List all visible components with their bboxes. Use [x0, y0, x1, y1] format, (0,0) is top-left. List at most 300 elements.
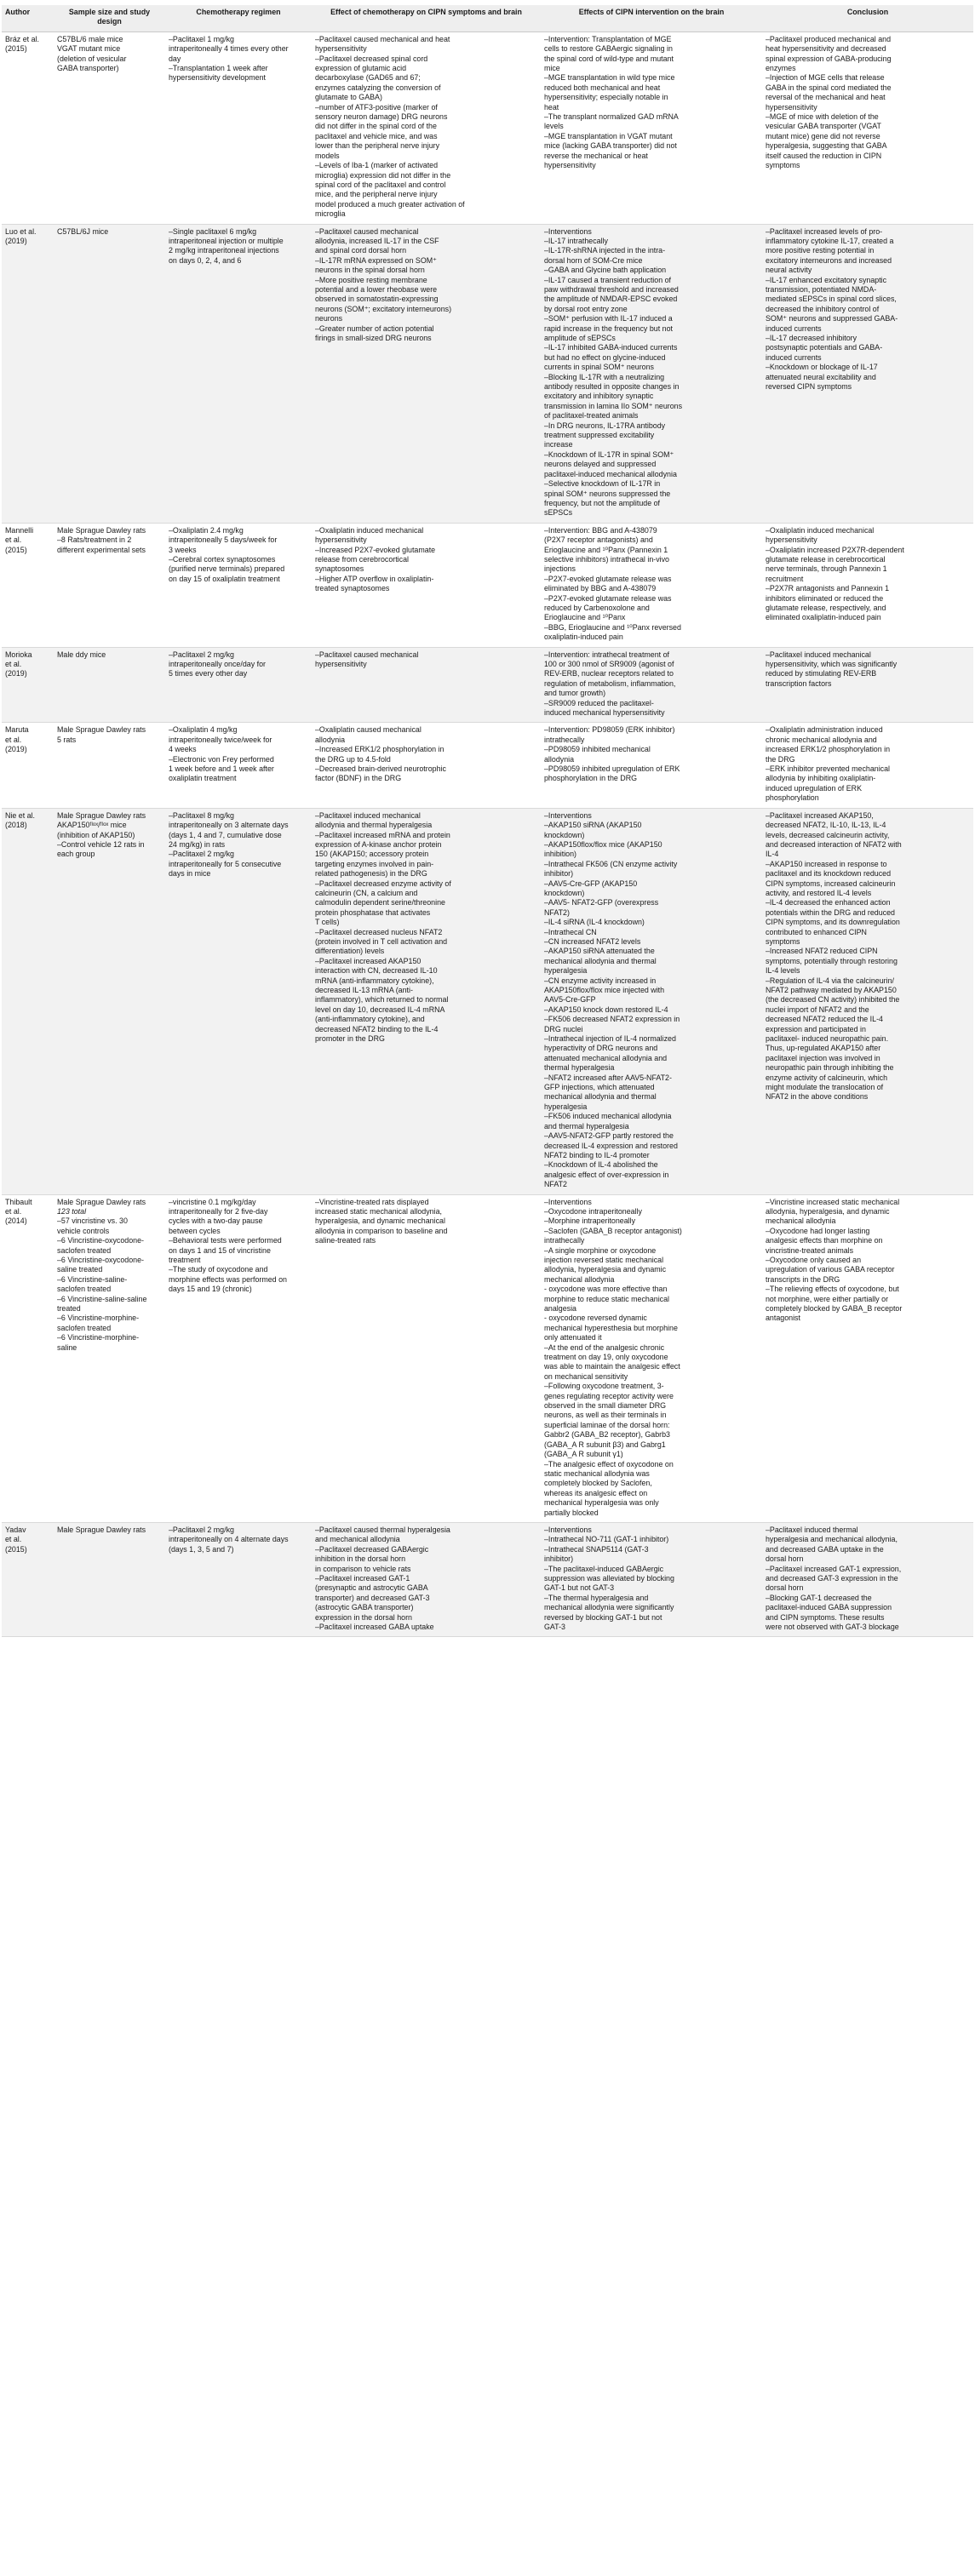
regimen-line: –Single paclitaxel 6 mg/kg	[169, 226, 257, 236]
design-line: –6 Vincristine-saline-saline	[57, 1294, 147, 1303]
regimen-line: –Electronic von Frey performed	[169, 754, 274, 764]
conclusion-line: SOM⁺ neurons and suppressed GABA-	[766, 314, 898, 323]
effect-line: –Paclitaxel increased GABA uptake	[315, 1623, 434, 1631]
cell-author	[2, 1522, 54, 1636]
regimen-line: on day 15 of oxaliplatin treatment	[169, 574, 280, 583]
regimen-line: –Paclitaxel 2 mg/kg	[169, 850, 234, 859]
intervention-line: –The thermal hyperalgesia and	[544, 1593, 649, 1602]
conclusion-line: nuclei import of NFAT2 and the	[766, 1005, 869, 1014]
conclusion-line: glutamate release, respectively, and	[766, 603, 886, 612]
intervention-line: the amplitude of NMDAR-EPSC evoked	[544, 295, 678, 304]
table-row	[2, 224, 973, 523]
intervention-line: heat	[544, 102, 559, 112]
cell-regimen	[165, 523, 312, 647]
design-line: –6 Vincristine-oxycodone-	[57, 1236, 144, 1245]
table-row	[2, 723, 973, 808]
intervention-line: –Intervention: PD98059 (ERK inhibitor)	[544, 725, 675, 735]
conclusion-line: hyperalgesia and mechanical allodynia,	[766, 1535, 898, 1544]
conclusion-line: paclitaxel-induced GABA suppression	[766, 1603, 892, 1612]
intervention-line: hyperactivity of DRG neurons and	[544, 1044, 658, 1053]
table-row	[2, 647, 973, 723]
conclusion-line: increased ERK1/2 phosphorylation in	[766, 745, 891, 754]
intervention-line: decreased IL-4 expression and restored	[544, 1141, 678, 1150]
regimen-line: –Paclitaxel 2 mg/kg	[169, 650, 234, 659]
effect-line: –Paclitaxel decreased GABAergic	[315, 1544, 429, 1554]
conclusion-line: vesicular GABA transporter (VGAT	[766, 122, 881, 131]
intervention-line: hyperalgesia	[544, 1102, 588, 1111]
author-line: (2019)	[5, 236, 27, 245]
regimen-line: intraperitoneally on 3 alternate days	[169, 821, 289, 830]
effect-line: (protein involved in T cell activation and	[315, 936, 448, 946]
cell-conclusion	[762, 1194, 973, 1522]
design-line: different experimental sets	[57, 545, 146, 554]
regimen-line: –Transplantation 1 week after	[169, 64, 268, 73]
effect-line: in comparison to vehicle rats	[315, 1564, 411, 1573]
intervention-line: Erioglaucine and ¹⁰Panx (Pannexin 1	[544, 545, 668, 554]
regimen-line: intraperitoneally for 5 consecutive	[169, 859, 282, 868]
intervention-line: –Intrathecal CN	[544, 927, 597, 936]
conclusion-line: symptoms	[766, 936, 800, 946]
conclusion-line: –Paclitaxel increased AKAP150,	[766, 810, 874, 820]
col-header-effect: Effect of chemotherapy on CIPN symptoms and brain	[312, 5, 541, 31]
design-line: Male Sprague Dawley rats	[57, 725, 146, 735]
intervention-line: (GABA_A R subunit β3) and Gabrg1	[544, 1440, 666, 1449]
conclusion-line: –IL-17 decreased inhibitory	[766, 334, 857, 342]
effect-line: –Levels of Iba-1 (marker of activated	[315, 161, 439, 170]
intervention-line: injection reversed static mechanical	[544, 1255, 664, 1264]
regimen-line: –Paclitaxel 1 mg/kg	[169, 34, 234, 43]
conclusion-line: hyperalgesia, suggesting that GABA	[766, 141, 887, 151]
cell-effect	[312, 808, 541, 1194]
intervention-line: injections	[544, 564, 576, 574]
design-line: –6 Vincristine-oxycodone-	[57, 1255, 144, 1264]
conclusion-line: analgesic effects than morphine on	[766, 1236, 883, 1245]
effect-line: –Paclitaxel increased mRNA and protein	[315, 830, 450, 839]
intervention-line: –Intrathecal NO-711 (GAT-1 inhibitor)	[544, 1535, 669, 1544]
intervention-line: partially blocked	[544, 1508, 599, 1517]
intervention-line: inhibitor)	[544, 1554, 574, 1564]
effect-line: –Increased P2X7-evoked glutamate	[315, 545, 436, 554]
intervention-line: mice	[544, 64, 560, 73]
effect-line: spinal cord of the paclitaxel and control	[315, 180, 446, 189]
effect-line: decreased IL-13 mRNA (anti-	[315, 986, 413, 994]
intervention-line: –P2X7-evoked glutamate release was	[544, 574, 672, 583]
intervention-line: induced mechanical hypersensitivity	[544, 708, 665, 718]
conclusion-line: might modulate the translocation of	[766, 1083, 884, 1092]
effect-line: hypersensitivity	[315, 660, 367, 668]
table-body	[2, 31, 973, 1637]
conclusion-line: –ERK inhibitor prevented mechanical	[766, 764, 891, 774]
conclusion-line: recruitment	[766, 574, 804, 583]
regimen-line: (days 1, 4 and 7, cumulative dose	[169, 830, 282, 839]
intervention-line: was able to maintain the analgesic effect	[544, 1362, 680, 1371]
effect-line: expression in the dorsal horn	[315, 1612, 412, 1622]
conclusion-line: –Paclitaxel induced mechanical	[766, 650, 871, 659]
author-line: Luo et al.	[5, 226, 37, 236]
effect-line: expression of A-kinase anchor protein	[315, 839, 442, 849]
regimen-line: intraperitoneally 4 times every other	[169, 44, 289, 54]
effect-line: factor (BDNF) in the DRG	[315, 774, 402, 783]
effect-line: (astrocytic GABA transporter)	[315, 1603, 414, 1612]
design-line: –8 Rats/treatment in 2	[57, 535, 132, 545]
intervention-line: –AKAP150 siRNA attenuated the	[544, 947, 655, 956]
effect-line: –Paclitaxel decreased nucleus NFAT2	[315, 927, 443, 936]
effect-line: observed in somatostatin-expressing	[315, 295, 439, 304]
conclusion-line: –Paclitaxel induced thermal	[766, 1525, 858, 1534]
regimen-line: intraperitoneally on 4 alternate days	[169, 1535, 289, 1544]
intervention-line: thermal hyperalgesia	[544, 1063, 615, 1073]
conclusion-line: –Knockdown or blockage of IL-17	[766, 363, 878, 372]
intervention-line: and thermal hyperalgesia	[544, 1121, 629, 1131]
intervention-line: attenuated mechanical allodynia and	[544, 1053, 668, 1062]
intervention-line: –Knockdown of IL-17R in spinal SOM⁺	[544, 449, 674, 459]
conclusion-line: induced currents	[766, 352, 822, 362]
conclusion-line: inflammatory cytokine IL-17, created a	[766, 236, 894, 245]
conclusion-line: and decreased GAT-3 expression in the	[766, 1573, 898, 1583]
effect-line: calmodulin dependent serine/threonine	[315, 898, 445, 907]
intervention-line: DRG nuclei	[544, 1024, 583, 1033]
effect-line: (anti-inflammatory cytokine), and	[315, 1015, 425, 1024]
col-header-author: Author	[2, 5, 54, 31]
regimen-line: –Behavioral tests were performed	[169, 1236, 282, 1245]
effect-line: synaptosomes	[315, 564, 364, 574]
effect-line: model produced a much greater activation of	[315, 199, 465, 209]
conclusion-line: neural activity	[766, 266, 812, 275]
conclusion-line: attenuated neural excitability and	[766, 372, 876, 381]
author-line: (2015)	[5, 44, 27, 54]
regimen-line: intraperitoneally 5 days/week for	[169, 535, 278, 545]
intervention-line: –Intervention: BBG and A-438079	[544, 525, 657, 535]
effect-line: saline-treated rats	[315, 1236, 376, 1245]
conclusion-line: –Paclitaxel increased levels of pro-	[766, 226, 883, 236]
intervention-line: selective inhibitors) intrathecal in-vivo	[544, 554, 669, 564]
effect-line: decreased NFAT2 binding to the IL-4	[315, 1024, 439, 1033]
regimen-line: 1 week before and 1 week after	[169, 764, 274, 774]
design-line: Male Sprague Dawley rats	[57, 1525, 146, 1534]
effect-line: –Oxaliplatin caused mechanical	[315, 725, 422, 735]
conclusion-line: and decreased interaction of NFAT2 with	[766, 839, 902, 849]
effect-line: –Increased ERK1/2 phosphorylation in	[315, 745, 444, 754]
intervention-line: –P2X7-evoked glutamate release was	[544, 593, 672, 603]
conclusion-line: allodynia, hyperalgesia, and dynamic	[766, 1206, 890, 1216]
col-header-regimen: Chemotherapy regimen	[165, 5, 312, 31]
intervention-line: (P2X7 receptor antagonists) and	[544, 535, 653, 545]
cell-author	[2, 523, 54, 647]
effect-line: –number of ATF3-positive (marker of	[315, 102, 438, 112]
intervention-line: hyperalgesia	[544, 966, 588, 976]
cell-intervention	[541, 647, 762, 723]
intervention-line: on mechanical sensitivity	[544, 1371, 628, 1381]
intervention-line: the spinal cord of wild-type and mutant	[544, 54, 674, 63]
regimen-line: intraperitoneally for 2 five-day	[169, 1206, 268, 1216]
intervention-line: –NFAT2 increased after AAV5-NFAT2-	[544, 1073, 672, 1082]
intervention-line: hypersensitivity	[544, 161, 596, 170]
cell-design	[54, 1522, 165, 1636]
intervention-line: mechanical hyperesthesia but morphine	[544, 1323, 678, 1332]
regimen-line: oxaliplatin treatment	[169, 774, 237, 783]
intervention-line: only attenuated it	[544, 1333, 602, 1342]
cell-author	[2, 723, 54, 808]
cell-regimen	[165, 31, 312, 224]
intervention-line: –At the end of the analgesic chronic	[544, 1342, 665, 1352]
cell-intervention	[541, 523, 762, 647]
conclusion-line: completely blocked by GABA_B receptor	[766, 1304, 903, 1313]
regimen-line: days 15 and 19 (chronic)	[169, 1285, 252, 1294]
regimen-line: 2 mg/kg intraperitoneal injections	[169, 246, 279, 255]
intervention-line: –In DRG neurons, IL-17RA antibody	[544, 421, 666, 430]
design-line: saline treated	[57, 1265, 103, 1274]
effect-line: and mechanical allodynia	[315, 1535, 400, 1544]
intervention-line: –BBG, Erioglaucine and ¹⁰Panx reversed	[544, 622, 681, 632]
design-line: (deletion of vesicular	[57, 54, 127, 63]
design-line: treated	[57, 1304, 81, 1313]
intervention-line: –AAV5- NFAT2-GFP (overexpress	[544, 898, 659, 907]
intervention-line: –FK506 induced mechanical allodynia	[544, 1112, 672, 1121]
intervention-line: observed in the small diameter DRG	[544, 1401, 667, 1411]
intervention-line: knockdown)	[544, 830, 585, 839]
intervention-line: static mechanical allodynia was	[544, 1468, 650, 1478]
effect-line: allodynia, increased IL-17 in the CSF	[315, 236, 439, 245]
conclusion-line: hypersensitivity	[766, 102, 817, 112]
cell-conclusion	[762, 523, 973, 647]
conclusion-line: –Increased NFAT2 reduced CIPN	[766, 947, 878, 956]
effect-line: –Paclitaxel increased GAT-1	[315, 1573, 410, 1583]
regimen-line: –The study of oxycodone and	[169, 1265, 268, 1274]
cell-design	[54, 808, 165, 1194]
effect-line: potential and a lower rheobase were	[315, 284, 438, 294]
intervention-line: but had no effect on glycine-induced	[544, 352, 666, 362]
author-line: (2015)	[5, 1544, 27, 1554]
author-line: Bráz et al.	[5, 34, 39, 43]
intervention-line: –CN increased NFAT2 levels	[544, 936, 641, 946]
conclusion-line: the DRG	[766, 754, 795, 764]
intervention-line: mechanical allodynia and thermal	[544, 1092, 657, 1102]
regimen-line: –Oxaliplatin 2.4 mg/kg	[169, 525, 244, 535]
author-line: (2015)	[5, 545, 27, 554]
conclusion-line: decreased NFAT2 reduced the IL-4	[766, 1015, 883, 1024]
conclusion-line: nerve terminals, through Pannexin 1	[766, 564, 887, 574]
conclusion-line: CIPN symptoms, increased calcineurin	[766, 879, 896, 888]
conclusion-line: vincristine-treated animals	[766, 1245, 854, 1255]
effect-line: –Paclitaxel decreased spinal cord	[315, 54, 428, 63]
intervention-line: –Oxycodone intraperitoneally	[544, 1206, 642, 1216]
intervention-line: phosphorylation in the DRG	[544, 774, 638, 783]
effect-line: T cells)	[315, 918, 340, 927]
effect-line: lower than the peripheral nerve injury	[315, 141, 440, 151]
intervention-line: NFAT2	[544, 1180, 567, 1189]
intervention-line: –IL-17 intrathecally	[544, 236, 608, 245]
conclusion-line: spinal expression of GABA-producing	[766, 54, 892, 63]
conclusion-line: –P2X7R antagonists and Pannexin 1	[766, 584, 890, 593]
conclusion-line: neuropathic pain through inhibiting the	[766, 1063, 894, 1073]
intervention-line: currents in spinal SOM⁺ neurons	[544, 363, 654, 372]
intervention-line: –Intrathecal FK506 (CN enzyme activity	[544, 859, 678, 868]
cell-author	[2, 1194, 54, 1522]
conclusion-line: reversal of the mechanical and heat	[766, 93, 886, 102]
intervention-line: GFP injections, which attenuated	[544, 1083, 655, 1092]
intervention-line: –PD98059 inhibited upregulation of ERK	[544, 764, 680, 774]
cell-design	[54, 723, 165, 808]
regimen-line: 3 weeks	[169, 545, 197, 554]
intervention-line: cells to restore GABAergic signaling in	[544, 44, 673, 54]
conclusion-line: Thus, up-regulated AKAP150 after	[766, 1044, 881, 1053]
author-line: et al.	[5, 1535, 22, 1544]
effect-line: enzymes catalyzing the conversion of	[315, 83, 441, 92]
intervention-line: –SOM⁺ perfusion with IL-17 induced a	[544, 314, 673, 323]
regimen-line: (purified nerve terminals) prepared	[169, 564, 285, 574]
author-line: Nie et al.	[5, 810, 36, 820]
effect-line: targeting enzymes involved in pain-	[315, 859, 434, 868]
regimen-line: morphine effects was performed on	[169, 1274, 287, 1284]
effect-line: decarboxylase (GAD65 and 67;	[315, 73, 421, 83]
regimen-line: hypersensitivity development	[169, 73, 266, 83]
effect-line: –Decreased brain-derived neurotrophic	[315, 764, 446, 774]
cell-conclusion	[762, 723, 973, 808]
cell-regimen	[165, 723, 312, 808]
design-line: VGAT mutant mice	[57, 44, 121, 54]
regimen-line: on days 0, 2, 4, and 6	[169, 255, 242, 265]
intervention-line: –Interventions	[544, 1197, 592, 1206]
author-line: et al.	[5, 735, 22, 744]
intervention-line: knockdown)	[544, 888, 585, 897]
intervention-line: –Blocking IL-17R with a neutralizing	[544, 372, 665, 381]
cell-design	[54, 647, 165, 723]
effect-line: paclitaxel and vehicle mice, and was	[315, 131, 438, 140]
effect-line: treated synaptosomes	[315, 584, 390, 593]
effect-line: glutamate to GABA)	[315, 93, 382, 102]
intervention-line: and tumor growth)	[544, 689, 606, 698]
intervention-line: eliminated by BBG and A-438079	[544, 584, 657, 593]
design-line: vehicle controls	[57, 1226, 110, 1235]
cell-regimen	[165, 224, 312, 523]
conclusion-line: more positive resting potential in	[766, 246, 875, 255]
effect-line: level on day 10, decreased IL-4 mRNA	[315, 1005, 445, 1014]
effect-line: models	[315, 151, 340, 160]
intervention-line: superficial laminae of the dorsal horn:	[544, 1420, 670, 1429]
col-header-design: Sample size and study design	[54, 5, 165, 31]
effect-line: –Paclitaxel caused thermal hyperalgesia	[315, 1525, 450, 1534]
effect-line: –Vincristine-treated rats displayed	[315, 1197, 429, 1206]
intervention-line: –AKAP150 knock down restored IL-4	[544, 1005, 668, 1014]
intervention-line: –IL-4 siRNA (IL-4 knockdown)	[544, 918, 645, 927]
effect-line: hypersensitivity	[315, 535, 367, 545]
effect-line: –Paclitaxel decreased enzyme activity of	[315, 879, 451, 888]
intervention-line: –IL-17R-shRNA injected in the intra-	[544, 246, 666, 255]
intervention-line: –CN enzyme activity increased in	[544, 976, 657, 985]
design-line: saclofen treated	[57, 1323, 112, 1332]
intervention-line: intrathecally	[544, 735, 585, 744]
effect-line: allodynia and thermal hyperalgesia	[315, 821, 433, 830]
conclusion-line: hypersensitivity	[766, 535, 817, 545]
design-line: Male Sprague Dawley rats	[57, 1197, 146, 1206]
conclusion-line: IL-4	[766, 850, 779, 859]
author-line: Maruta	[5, 725, 29, 735]
intervention-line: –Interventions	[544, 226, 592, 236]
effect-line: release from cerebrocortical	[315, 554, 409, 564]
author-line: Thibault	[5, 1197, 32, 1206]
conclusion-line: potentials within the DRG and reduced	[766, 907, 895, 917]
intervention-line: –Following oxycodone treatment, 3-	[544, 1382, 664, 1391]
effect-line: –Paclitaxel caused mechanical	[315, 226, 419, 236]
intervention-line: excitatory and inhibitory synaptic	[544, 392, 654, 401]
conclusion-line: allodynia by inhibiting oxaliplatin-	[766, 774, 876, 783]
intervention-line: –Intrathecal SNAP5114 (GAT-3	[544, 1544, 649, 1554]
cell-conclusion	[762, 808, 973, 1194]
conclusion-line: –Injection of MGE cells that release	[766, 73, 885, 83]
regimen-line: days in mice	[169, 869, 211, 879]
intervention-line: –A single morphine or oxycodone	[544, 1245, 657, 1255]
intervention-line: genes regulating receptor activity were	[544, 1391, 674, 1400]
design-line: C57BL/6 male mice	[57, 34, 123, 43]
design-line: –6 Vincristine-saline-	[57, 1274, 128, 1284]
intervention-line: intrathecally	[544, 1236, 585, 1245]
intervention-line: –Morphine intraperitoneally	[544, 1216, 636, 1226]
intervention-line: completely blocked by Saclofen,	[544, 1479, 652, 1488]
intervention-line: –PD98059 inhibited mechanical	[544, 745, 651, 754]
effect-line: interaction with CN, decreased IL-10	[315, 966, 438, 976]
conclusion-line: symptoms, potentially through restoring	[766, 956, 898, 965]
conclusion-line: –Oxycodone only caused an	[766, 1255, 861, 1264]
author-line: (2019)	[5, 669, 27, 678]
conclusion-line: enzyme activity of calcineurin, which	[766, 1073, 888, 1082]
conclusion-line: induced upregulation of ERK	[766, 783, 862, 793]
cell-author	[2, 224, 54, 523]
conclusion-line: paclitaxel injection was involved in	[766, 1053, 880, 1062]
effect-line: (presynaptic and astrocytic GABA	[315, 1583, 428, 1593]
intervention-line: rapid increase in the frequency but not	[544, 323, 673, 333]
conclusion-line: reversed CIPN symptoms	[766, 382, 852, 392]
conclusion-line: GABA in the spinal cord mediated the	[766, 83, 892, 92]
intervention-line: –AKAP150 siRNA (AKAP150	[544, 821, 642, 830]
intervention-line: regulation of metabolism, inflammation,	[544, 678, 676, 688]
effect-line: increased static mechanical allodynia,	[315, 1206, 442, 1216]
intervention-line: –The paclitaxel-induced GABAergic	[544, 1564, 664, 1573]
conclusion-line: –Oxaliplatin induced mechanical	[766, 525, 875, 535]
effect-line: transporter) and decreased GAT-3	[315, 1593, 430, 1602]
cell-regimen	[165, 647, 312, 723]
cell-effect	[312, 224, 541, 523]
intervention-line: - oxycodone was more effective than	[544, 1285, 668, 1294]
cell-conclusion	[762, 224, 973, 523]
design-line: each group	[57, 850, 95, 859]
effect-line: neurons in the spinal dorsal horn	[315, 266, 425, 275]
intervention-line: GAT-3	[544, 1623, 565, 1631]
regimen-line: –Cerebral cortex synaptosomes	[169, 554, 276, 564]
effect-line: inflammatory), which returned to normal	[315, 995, 449, 1005]
intervention-line: Erioglaucine and ¹⁰Panx	[544, 613, 626, 622]
intervention-line: paw withdrawal threshold and increased	[544, 284, 679, 294]
intervention-line: mechanical hyperalgesia was only	[544, 1498, 659, 1508]
intervention-line: –IL-17 caused a transient reduction of	[544, 275, 671, 284]
design-line: AKAP150ᶠˡᵒˣ/ᶠˡᵒˣ mice	[57, 821, 127, 830]
cell-effect	[312, 647, 541, 723]
design-line: Male ddy mice	[57, 650, 106, 659]
effect-line: mice, and the peripheral nerve injury	[315, 190, 438, 199]
intervention-line: –Intervention: intrathecal treatment of	[544, 650, 670, 659]
conclusion-line: decreased NFAT2, IL-10, IL-13, IL-4	[766, 821, 886, 830]
conclusion-line: excitatory interneurons and increased	[766, 255, 892, 265]
conclusion-line: were not observed with GAT-3 blockage	[766, 1623, 899, 1631]
conclusion-line: mechanical allodynia	[766, 1216, 836, 1226]
conclusion-line: hypersensitivity, which was significantly	[766, 660, 898, 668]
intervention-line: treatment on day 19, only oxycodone	[544, 1353, 668, 1362]
col-header-intervention: Effects of CIPN intervention on the brain	[541, 5, 762, 31]
conclusion-line: and CIPN symptoms. These results	[766, 1612, 885, 1622]
regimen-line: treatment	[169, 1255, 201, 1264]
table-row	[2, 1522, 973, 1636]
author-line: (2018)	[5, 821, 27, 830]
conclusion-line: antagonist	[766, 1314, 800, 1323]
